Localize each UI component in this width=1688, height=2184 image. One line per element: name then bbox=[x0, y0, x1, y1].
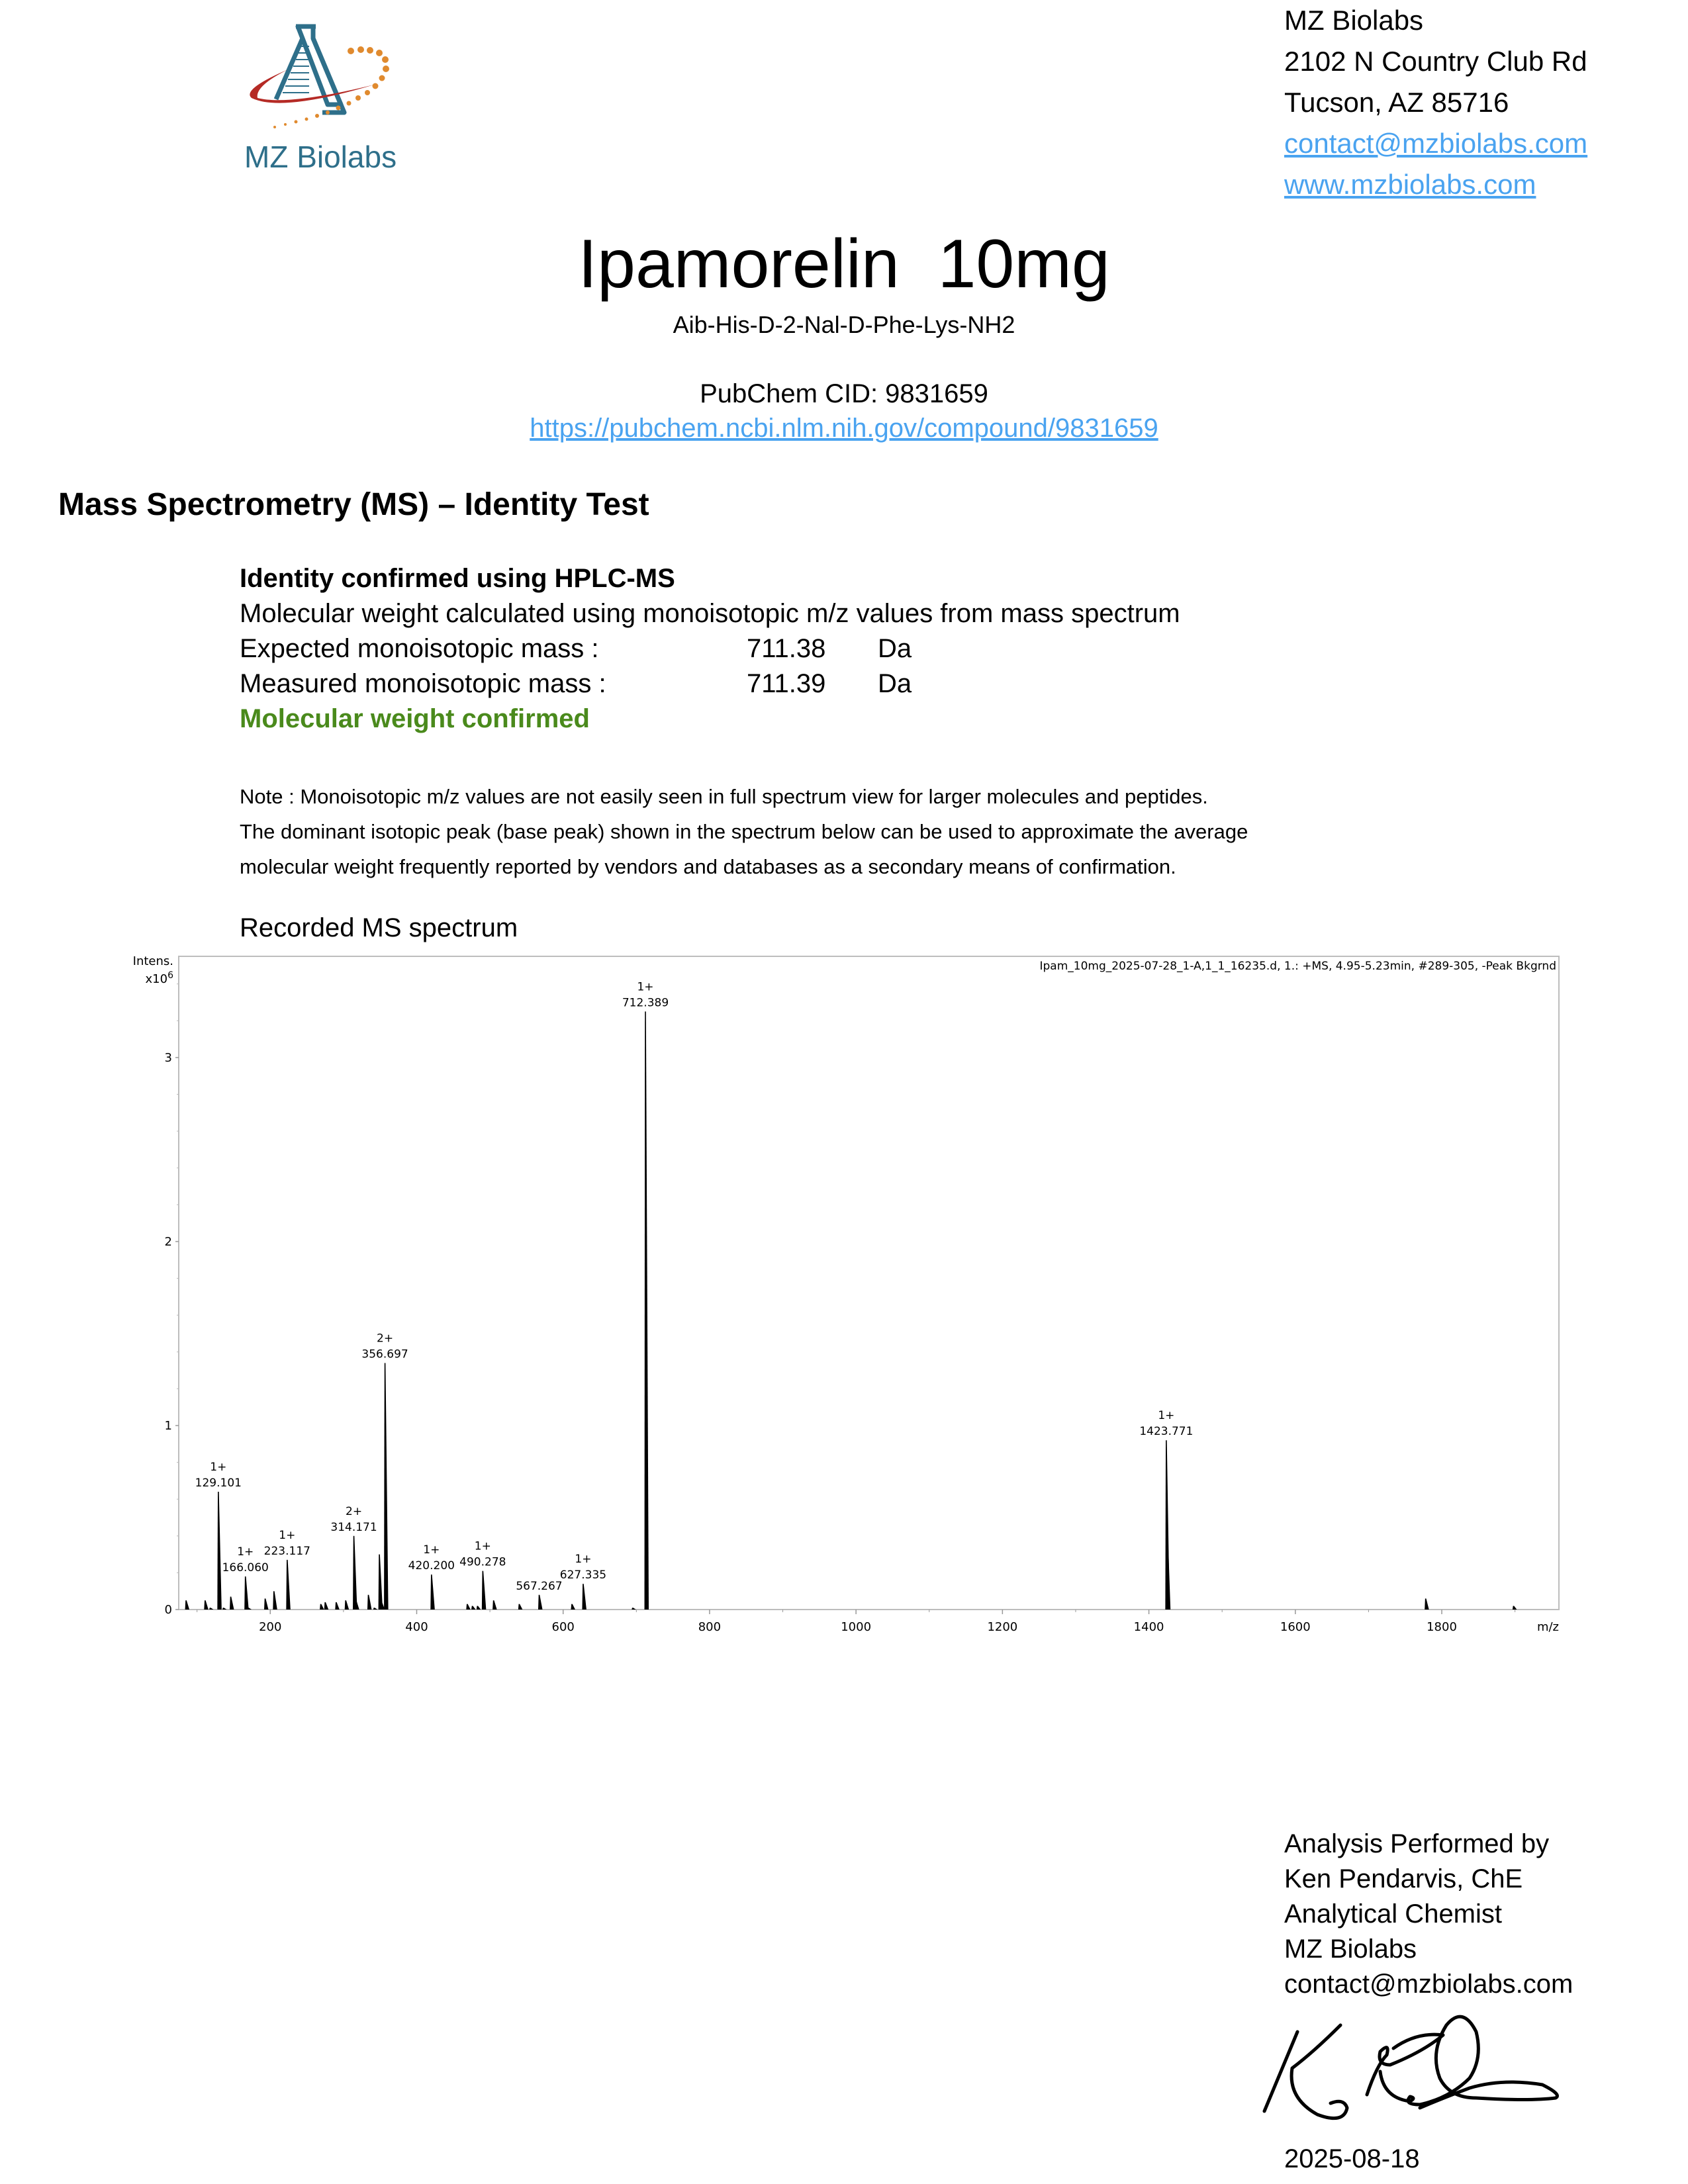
method-line: Molecular weight calculated using monoisotopic m/z values from mass spectrum bbox=[240, 599, 1180, 628]
pubchem-cid: PubChem CID: 9831659 bbox=[700, 379, 988, 408]
labeled-peak bbox=[1165, 1440, 1170, 1610]
y-axis-scale: $x10^6$ bbox=[145, 970, 173, 986]
peak-charge-label: 1+ bbox=[575, 1553, 592, 1567]
address-line-1: 2102 N Country Club Rd bbox=[1284, 46, 1587, 77]
measured-mass-unit: Da bbox=[878, 669, 912, 698]
peak-mz-label: 567.267 bbox=[516, 1579, 563, 1593]
company-name: MZ Biolabs bbox=[1284, 5, 1424, 36]
minor-peak bbox=[1425, 1598, 1429, 1610]
email-link[interactable]: contact@mzbiolabs.com bbox=[1284, 128, 1588, 159]
peak-charge-label: 2+ bbox=[346, 1504, 363, 1518]
minor-peak bbox=[471, 1606, 476, 1610]
result-status: Molecular weight confirmed bbox=[240, 704, 590, 733]
peak-mz-label: 627.335 bbox=[559, 1569, 607, 1582]
x-tick-label: 1600 bbox=[1280, 1620, 1311, 1634]
expected-mass-row bbox=[240, 631, 1180, 666]
x-tick-label: 600 bbox=[551, 1620, 575, 1634]
measured-mass-row bbox=[240, 666, 1180, 702]
peak-charge-label: 2+ bbox=[377, 1332, 394, 1345]
handwritten-signature bbox=[1251, 1999, 1648, 2144]
minor-peak bbox=[264, 1598, 269, 1610]
labeled-peak bbox=[217, 1492, 222, 1610]
analyst-email: contact@mzbiolabs.com bbox=[1284, 1970, 1573, 1999]
minor-peak bbox=[379, 1555, 383, 1610]
minor-peak bbox=[466, 1604, 471, 1610]
pubchem-link[interactable]: https://pubchem.ncbi.nlm.nih.gov/compound/9831659 bbox=[530, 414, 1158, 443]
note-line: The dominant isotopic peak (base peak) shown in the spectrum below can be used to approximate the average bbox=[240, 820, 1248, 843]
product-title: Ipamorelin 10mg bbox=[578, 226, 1110, 302]
peak-charge-label: 1+ bbox=[279, 1528, 296, 1542]
x-tick-label: 400 bbox=[405, 1620, 428, 1634]
minor-peak bbox=[571, 1604, 575, 1610]
peak-charge-label: 1+ bbox=[423, 1543, 440, 1557]
labeled-peak bbox=[645, 1011, 649, 1610]
peak-mz-label: 314.171 bbox=[330, 1520, 377, 1534]
minor-peak bbox=[367, 1595, 372, 1610]
labeled-peak bbox=[582, 1584, 586, 1610]
x-tick-label: 1400 bbox=[1133, 1620, 1164, 1634]
peak-mz-label: 356.697 bbox=[361, 1347, 408, 1361]
expected-mass-unit: Da bbox=[878, 634, 912, 663]
minor-peak bbox=[632, 1608, 636, 1610]
peak-charge-label: 1+ bbox=[237, 1545, 254, 1559]
note-line: Note : Monoisotopic m/z values are not easily seen in full spectrum view for larger molecules and peptides. bbox=[240, 785, 1208, 808]
peak-mz-label: 490.278 bbox=[459, 1555, 506, 1569]
minor-peak bbox=[324, 1602, 329, 1610]
minor-peak bbox=[492, 1600, 497, 1610]
y-tick-label: 2 bbox=[164, 1234, 172, 1249]
performed-by: Analysis Performed by bbox=[1284, 1829, 1550, 1858]
ms-spectrum-chart bbox=[60, 946, 1595, 1727]
minor-peak bbox=[373, 1608, 378, 1610]
peak-mz-label: 712.389 bbox=[622, 996, 669, 1010]
note-line: molecular weight frequently reported by vendors and databases as a secondary means of confirmation. bbox=[240, 855, 1176, 878]
peak-mz-label: 129.101 bbox=[195, 1477, 242, 1490]
minor-peak bbox=[230, 1597, 234, 1610]
x-tick-label: 1200 bbox=[987, 1620, 1018, 1634]
minor-peak bbox=[477, 1606, 481, 1610]
address-line-2: Tucson, AZ 85716 bbox=[1284, 87, 1509, 118]
labeled-peak bbox=[286, 1560, 291, 1610]
chart-title: Ipam_10mg_2025-07-28_1-A,1_1_16235.d, 1.: +MS, 4.95-5.23min, #289-305, -Peak Bkgrnd bbox=[1039, 960, 1556, 973]
flask-logo-icon bbox=[235, 20, 434, 139]
company-logo bbox=[235, 20, 434, 179]
x-tick-label: 200 bbox=[259, 1620, 282, 1634]
company-address bbox=[1284, 0, 1587, 205]
minor-peak bbox=[204, 1600, 209, 1610]
peak-charge-label: 1+ bbox=[637, 980, 654, 994]
expected-mass-label: Expected monoisotopic mass : bbox=[240, 634, 599, 663]
x-tick-label: 1800 bbox=[1427, 1620, 1457, 1634]
x-tick-label: 1000 bbox=[841, 1620, 872, 1634]
identity-line: Identity confirmed using HPLC-MS bbox=[240, 564, 675, 593]
minor-peak bbox=[209, 1608, 214, 1610]
minor-peak bbox=[335, 1602, 339, 1610]
labeled-peak bbox=[384, 1363, 389, 1610]
peak-mz-label: 223.117 bbox=[263, 1544, 310, 1558]
minor-peak bbox=[185, 1600, 190, 1610]
analyst-role: Analytical Chemist bbox=[1284, 1899, 1503, 1929]
minor-peak bbox=[345, 1600, 350, 1610]
minor-peak bbox=[320, 1604, 324, 1610]
y-tick-label: 3 bbox=[164, 1050, 172, 1065]
minor-peak bbox=[518, 1604, 523, 1610]
x-tick-label: 800 bbox=[698, 1620, 722, 1634]
labeled-peak bbox=[353, 1536, 357, 1610]
y-axis-label: Intens. bbox=[132, 954, 173, 968]
peak-mz-label: 166.060 bbox=[222, 1561, 269, 1574]
report-date: 2025-08-18 bbox=[1284, 2144, 1420, 2173]
pubchem-link-wrapper bbox=[0, 414, 1688, 443]
identity-results bbox=[240, 561, 1180, 737]
labeled-peak bbox=[482, 1571, 487, 1610]
peptide-sequence: Aib-His-D-2-Nal-D-Phe-Lys-NH2 bbox=[673, 311, 1015, 338]
minor-peak bbox=[1513, 1606, 1517, 1610]
note-block bbox=[240, 779, 1248, 884]
y-tick-label: 1 bbox=[164, 1418, 172, 1433]
website-link[interactable]: www.mzbiolabs.com bbox=[1284, 169, 1536, 200]
peak-mz-label: 420.200 bbox=[408, 1559, 455, 1573]
spectrum-title: Recorded MS spectrum bbox=[240, 913, 518, 942]
minor-peak bbox=[273, 1591, 277, 1610]
peak-mz-label: 1423.771 bbox=[1139, 1425, 1194, 1439]
measured-mass-value: 711.39 bbox=[747, 669, 826, 698]
minor-peak bbox=[222, 1608, 227, 1610]
peak-charge-label: 1+ bbox=[474, 1539, 491, 1553]
expected-mass-value: 711.38 bbox=[747, 634, 826, 663]
analyst-name: Ken Pendarvis, ChE bbox=[1284, 1864, 1523, 1893]
logo-text: MZ Biolabs bbox=[244, 140, 397, 174]
labeled-peak bbox=[244, 1576, 249, 1610]
peak-charge-label: 1+ bbox=[210, 1461, 227, 1475]
y-tick-label: 0 bbox=[164, 1603, 172, 1617]
labeled-peak bbox=[430, 1574, 435, 1610]
measured-mass-label: Measured monoisotopic mass : bbox=[240, 669, 606, 698]
analyst-block bbox=[1284, 1827, 1573, 2002]
x-axis-label: m/z bbox=[1536, 1620, 1559, 1634]
analyst-company: MZ Biolabs bbox=[1284, 1934, 1417, 1964]
labeled-peak bbox=[538, 1595, 543, 1610]
peak-charge-label: 1+ bbox=[1158, 1409, 1175, 1423]
section-heading: Mass Spectrometry (MS) – Identity Test bbox=[58, 487, 649, 522]
